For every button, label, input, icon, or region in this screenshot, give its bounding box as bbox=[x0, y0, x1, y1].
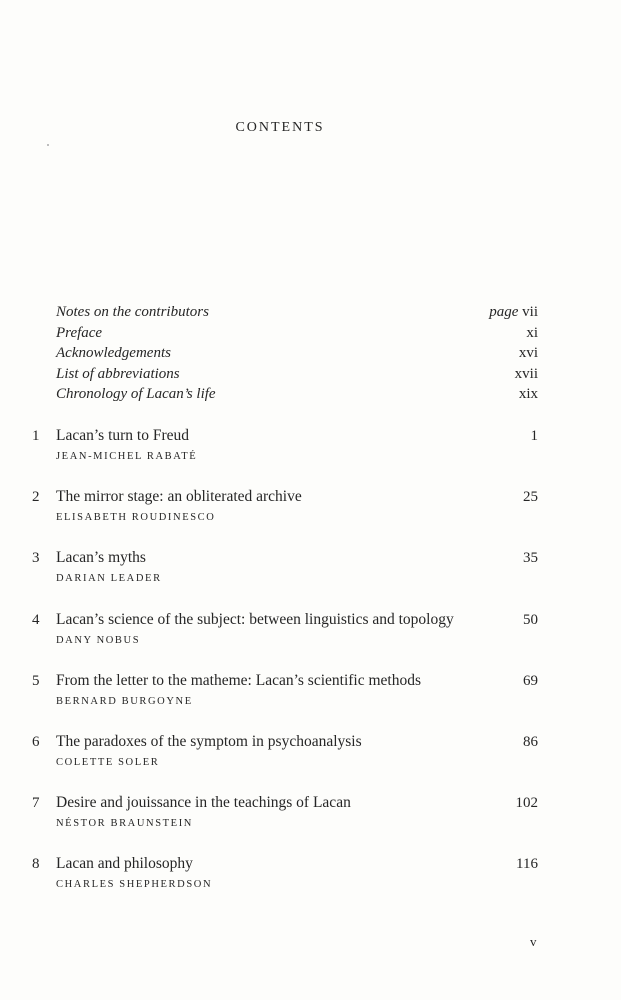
chapter-entry bbox=[32, 732, 538, 793]
chapter-author: NÉSTOR BRAUNSTEIN bbox=[56, 818, 193, 830]
chapter-author: BERNARD BURGOYNE bbox=[56, 695, 193, 707]
chapter-number: 8 bbox=[32, 856, 40, 873]
chapter-page: 116 bbox=[516, 856, 538, 873]
front-matter-page: xix bbox=[518, 386, 538, 402]
front-matter-page: xi bbox=[526, 324, 538, 341]
chapter-page: 102 bbox=[515, 795, 538, 812]
page-folio: v bbox=[530, 934, 537, 949]
page-number: vii bbox=[522, 304, 538, 320]
chapter-author: JEAN-MICHEL RABATÉ bbox=[56, 451, 198, 462]
chapter-page: 1 bbox=[530, 428, 538, 444]
front-matter-item bbox=[56, 364, 538, 385]
chapter-entry bbox=[32, 671, 538, 732]
chapter-page: 69 bbox=[523, 672, 538, 689]
chapter-entry bbox=[32, 487, 538, 548]
chapter-title: The mirror stage: an obliterated archive bbox=[56, 488, 302, 506]
chapter-author: COLETTE SOLER bbox=[56, 756, 160, 768]
chapter-page: 35 bbox=[523, 550, 538, 567]
front-matter-title: Notes on the contributors bbox=[56, 304, 209, 320]
chapter-number: 7 bbox=[32, 795, 40, 812]
front-matter-page bbox=[489, 302, 538, 323]
chapter-author: CHARLES SHEPHERDSON bbox=[56, 879, 213, 891]
front-matter-item bbox=[56, 302, 538, 323]
chapter-title: From the letter to the matheme: Lacan’s scientific methods bbox=[56, 671, 421, 689]
front-matter-list bbox=[56, 302, 538, 405]
chapter-page: 50 bbox=[523, 611, 538, 628]
chapter-page: 25 bbox=[523, 489, 538, 506]
chapter-title: Lacan’s myths bbox=[56, 549, 146, 567]
chapter-number: 4 bbox=[32, 611, 40, 628]
front-matter-item bbox=[56, 384, 538, 405]
chapter-number: 6 bbox=[32, 733, 40, 750]
page-word: page bbox=[489, 304, 519, 320]
chapter-entry bbox=[32, 793, 538, 854]
chapter-title: Desire and jouissance in the teachings of Lacan bbox=[56, 794, 351, 812]
contents-heading: CONTENTS bbox=[235, 120, 325, 135]
chapter-page: 86 bbox=[523, 733, 538, 750]
chapter-entry bbox=[32, 610, 538, 671]
chapter-number: 2 bbox=[32, 489, 40, 506]
front-matter-item bbox=[56, 323, 538, 344]
chapter-title: Lacan’s science of the subject: between linguistics and topology bbox=[56, 610, 454, 628]
front-matter-title: Chronology of Lacan’s life bbox=[56, 386, 216, 402]
front-matter-page: xvii bbox=[514, 365, 538, 382]
chapter-number: 3 bbox=[32, 550, 40, 567]
chapter-entry bbox=[32, 426, 538, 487]
chapter-number: 1 bbox=[32, 428, 40, 444]
chapter-entry bbox=[32, 854, 538, 915]
chapter-number: 5 bbox=[32, 672, 40, 689]
chapter-title: The paradoxes of the symptom in psychoanalysis bbox=[56, 732, 362, 750]
chapter-author: DANY NOBUS bbox=[56, 634, 141, 646]
chapter-entry bbox=[32, 548, 538, 609]
paper-speck bbox=[47, 144, 49, 146]
chapter-title: Lacan’s turn to Freud bbox=[56, 427, 190, 444]
front-matter-title: List of abbreviations bbox=[56, 365, 180, 382]
front-matter-title: Acknowledgements bbox=[56, 345, 171, 361]
front-matter-title: Preface bbox=[56, 324, 103, 341]
chapter-author: ELISABETH ROUDINESCO bbox=[56, 512, 216, 524]
chapter-list bbox=[32, 426, 538, 916]
chapter-title: Lacan and philosophy bbox=[56, 855, 193, 873]
front-matter-item bbox=[56, 343, 538, 364]
front-matter-page: xvi bbox=[518, 345, 538, 361]
chapter-author: DARIAN LEADER bbox=[56, 573, 162, 585]
